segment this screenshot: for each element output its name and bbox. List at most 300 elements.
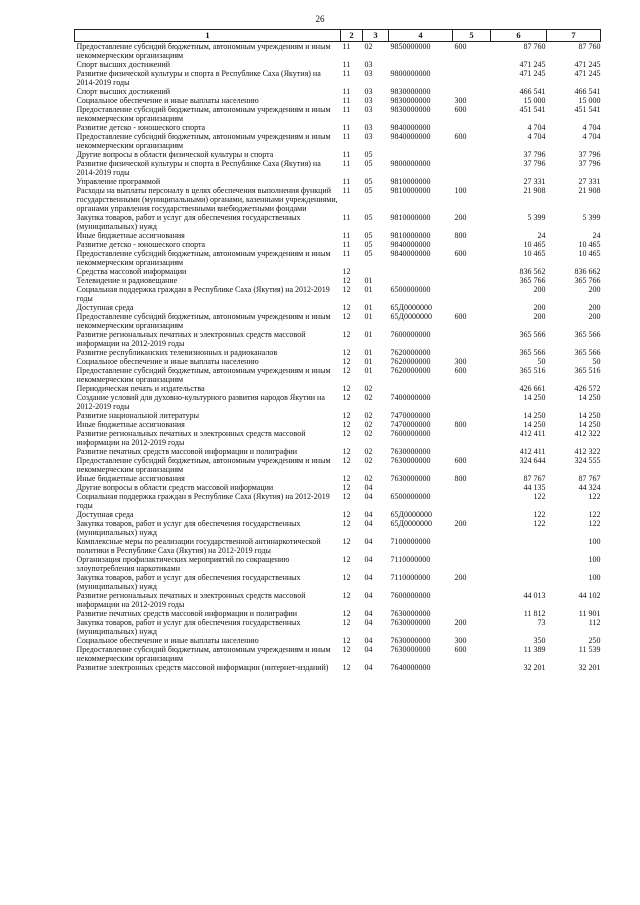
row-expense-type [453, 447, 491, 456]
table-row [75, 276, 601, 285]
row-section: 12 [342, 609, 351, 618]
row-target-code: 7470000000 [390, 420, 431, 429]
row-expense-type: 600 [454, 132, 467, 141]
table-row [75, 177, 601, 186]
row-name: Предоставление субсидий бюджетным, автономным учреждениям и иным некоммерческим организациям [76, 105, 331, 123]
row-section: 12 [342, 303, 351, 312]
row-amount-2018: 365 766 [574, 276, 601, 285]
table-row [75, 267, 601, 276]
row-subsection: 05 [364, 231, 373, 240]
row-amount-2018: 324 555 [574, 456, 601, 465]
row-amount-2018: 37 796 [578, 159, 601, 168]
row-target-code: 9840000000 [390, 249, 431, 258]
row-section: 12 [342, 636, 351, 645]
row-name: Социальная поддержка граждан в Республике Саха (Якутия) на 2012-2019 годы [76, 285, 330, 303]
row-name: Спорт высших достижений [76, 87, 171, 96]
page-number: 26 [315, 14, 325, 24]
row-section: 11 [342, 240, 351, 249]
row-target-code: 7600000000 [390, 330, 431, 339]
row-amount-2017: 37 796 [523, 150, 546, 159]
row-amount-2018: 10 465 [578, 249, 601, 258]
row-target-code [389, 60, 453, 69]
row-target-code: 7620000000 [390, 348, 431, 357]
row-subsection: 02 [364, 456, 373, 465]
row-target-code: 9810000000 [390, 186, 431, 195]
row-expense-type [453, 663, 491, 672]
row-target-code: 7110000000 [390, 555, 431, 564]
row-amount-2017: 200 [533, 303, 546, 312]
row-name: Иные бюджетные ассигнования [76, 231, 185, 240]
row-section: 12 [342, 393, 351, 402]
budget-table [74, 29, 601, 672]
row-subsection: 03 [364, 132, 373, 141]
table-row [75, 96, 601, 105]
row-expense-type: 600 [454, 312, 467, 321]
row-section: 11 [342, 96, 351, 105]
row-name: Предоставление субсидий бюджетным, автономным учреждениям и иным некоммерческим организациям [76, 456, 331, 474]
row-section: 11 [342, 87, 351, 96]
row-target-code: 65Д0000000 [390, 519, 432, 528]
row-expense-type [453, 285, 491, 303]
row-amount-2017: 14 250 [523, 393, 546, 402]
row-subsection: 05 [364, 159, 373, 168]
row-expense-type [453, 591, 491, 609]
row-target-code: 7640000000 [390, 663, 431, 672]
row-section: 12 [342, 330, 351, 339]
table-row [75, 366, 601, 384]
row-amount-2018: 451 541 [574, 105, 601, 114]
row-target-code: 65Д0000000 [390, 510, 432, 519]
row-target-code: 7470000000 [390, 411, 431, 420]
table-row [75, 132, 601, 150]
table-row [75, 618, 601, 636]
row-name: Развитие электронных средств массовой информации (интернет-изданий) [76, 663, 329, 672]
row-target-code: 9840000000 [390, 132, 431, 141]
row-subsection: 05 [364, 150, 373, 159]
row-amount-2018: 466 541 [574, 87, 601, 96]
row-expense-type: 200 [454, 213, 467, 222]
row-subsection: 04 [364, 618, 373, 627]
row-amount-2018: 471 245 [574, 60, 601, 69]
row-section: 12 [342, 591, 351, 600]
row-section: 11 [342, 123, 351, 132]
row-name: Средства массовой информации [76, 267, 187, 276]
row-amount-2018: 412 322 [574, 429, 601, 438]
row-expense-type [453, 411, 491, 420]
row-amount-2017: 50 [537, 357, 546, 366]
row-expense-type [453, 483, 491, 492]
row-section: 12 [342, 348, 351, 357]
row-expense-type [453, 267, 491, 276]
row-amount-2017: 21 908 [523, 186, 546, 195]
row-section: 11 [342, 105, 351, 114]
row-section: 12 [342, 519, 351, 528]
row-expense-type: 600 [454, 105, 467, 114]
row-subsection: 04 [364, 483, 373, 492]
row-section: 12 [342, 357, 351, 366]
row-target-code: 6500000000 [390, 492, 431, 501]
table-row [75, 447, 601, 456]
table-row [75, 69, 601, 87]
row-amount-2017: 350 [533, 636, 546, 645]
row-subsection: 04 [364, 636, 373, 645]
row-name: Развитие республиканских телевизионных и радиоканалов [76, 348, 278, 357]
row-name: Периодическая печать и издательства [76, 384, 205, 393]
row-name: Развитие региональных печатных и электронных средств массовой информации на 2012-2019 годы [76, 330, 306, 348]
row-target-code: 7630000000 [390, 618, 431, 627]
row-target-code: 7100000000 [390, 537, 431, 546]
row-name: Развитие печатных средств массовой информации и полиграфии [76, 447, 298, 456]
row-subsection: 04 [364, 573, 373, 582]
row-name: Предоставление субсидий бюджетным, автономным учреждениям и иным некоммерческим организациям [76, 312, 331, 330]
row-target-code: 7630000000 [390, 447, 431, 456]
table-row [75, 285, 601, 303]
row-subsection: 04 [364, 510, 373, 519]
row-section: 12 [342, 276, 351, 285]
row-expense-type [453, 177, 491, 186]
row-expense-type [453, 60, 491, 69]
table-row [75, 519, 601, 537]
row-amount-2018: 87 767 [578, 474, 601, 483]
row-amount-2018: 250 [588, 636, 601, 645]
table-row [75, 411, 601, 420]
row-name: Развитие печатных средств массовой информации и полиграфии [76, 609, 298, 618]
row-subsection: 01 [364, 330, 373, 339]
row-amount-2018: 100 [588, 555, 601, 564]
row-amount-2017: 200 [533, 285, 546, 294]
col-header-3: 3 [363, 30, 389, 42]
row-amount-2017: 451 541 [519, 105, 546, 114]
row-amount-2017: 412 411 [519, 447, 546, 456]
row-subsection: 05 [364, 177, 373, 186]
row-expense-type: 300 [454, 357, 467, 366]
row-amount-2017: 87 760 [523, 42, 546, 51]
table-row [75, 42, 601, 61]
row-target-code: 9800000000 [390, 69, 431, 78]
row-amount-2017: 10 465 [523, 249, 546, 258]
row-target-code: 9810000000 [390, 213, 431, 222]
row-amount-2017: 836 562 [519, 267, 546, 276]
row-amount-2018: 4 704 [582, 123, 601, 132]
row-target-code: 7400000000 [390, 393, 431, 402]
row-subsection: 01 [364, 366, 373, 375]
row-expense-type [453, 510, 491, 519]
row-expense-type: 300 [454, 636, 467, 645]
row-subsection: 05 [364, 186, 373, 195]
table-row [75, 420, 601, 429]
table-row [75, 303, 601, 312]
row-expense-type [453, 87, 491, 96]
row-subsection: 03 [364, 60, 373, 69]
row-subsection: 03 [364, 87, 373, 96]
table-row [75, 159, 601, 177]
table-row [75, 213, 601, 231]
row-name: Социальное обеспечение и иные выплаты населению [76, 636, 259, 645]
row-section: 12 [342, 573, 351, 582]
row-amount-2018: 10 465 [578, 240, 601, 249]
row-section: 12 [342, 312, 351, 321]
row-expense-type: 100 [454, 186, 467, 195]
row-name: Расходы на выплаты персоналу в целях обеспечения выполнения функций государственными (муниципальными) органами, казенными учреждениями, органами управления государственными внебюджетными фондами [76, 186, 338, 213]
row-section: 11 [342, 159, 351, 168]
row-amount-2018: 200 [588, 312, 601, 321]
row-section: 12 [342, 555, 351, 564]
row-expense-type: 800 [454, 231, 467, 240]
row-expense-type [453, 276, 491, 285]
row-amount-2017: 10 465 [523, 240, 546, 249]
row-amount-2017: 471 245 [519, 60, 546, 69]
row-subsection: 04 [364, 663, 373, 672]
row-subsection: 04 [364, 555, 373, 564]
table-row [75, 330, 601, 348]
table-row [75, 249, 601, 267]
row-name: Другие вопросы в области средств массовой информации [76, 483, 274, 492]
row-amount-2017: 27 331 [523, 177, 546, 186]
table-row [75, 474, 601, 483]
row-amount-2018: 122 [588, 510, 601, 519]
row-amount-2017: 412 411 [519, 429, 546, 438]
row-amount-2018: 426 572 [574, 384, 601, 393]
row-name: Закупка товаров, работ и услуг для обеспечения государственных (муниципальных) нужд [76, 213, 301, 231]
table-row [75, 348, 601, 357]
row-target-code: 7600000000 [390, 429, 431, 438]
row-amount-2017 [491, 573, 547, 591]
row-amount-2017: 14 250 [523, 411, 546, 420]
row-name: Закупка товаров, работ и услуг для обеспечения государственных (муниципальных) нужд [76, 519, 301, 537]
row-amount-2018: 37 796 [578, 150, 601, 159]
row-amount-2018: 11 539 [578, 645, 601, 654]
row-expense-type [453, 330, 491, 348]
table-row [75, 60, 601, 69]
row-section: 11 [342, 231, 351, 240]
row-name: Социальное обеспечение и иные выплаты населению [76, 357, 259, 366]
table-row [75, 186, 601, 213]
row-amount-2018: 4 704 [582, 132, 601, 141]
row-target-code [389, 150, 453, 159]
row-amount-2017: 4 704 [527, 132, 546, 141]
row-subsection: 01 [364, 312, 373, 321]
row-target-code: 7630000000 [390, 636, 431, 645]
row-amount-2017: 24 [537, 231, 546, 240]
table-row [75, 456, 601, 474]
row-name: Предоставление субсидий бюджетным, автономным учреждениям и иным некоммерческим организациям [76, 249, 331, 267]
table-row [75, 105, 601, 123]
row-target-code [389, 276, 453, 285]
col-header-7: 7 [547, 30, 601, 42]
row-target-code [389, 267, 453, 276]
row-amount-2017: 73 [537, 618, 546, 627]
row-target-code [389, 384, 453, 393]
row-expense-type [453, 492, 491, 510]
row-expense-type: 600 [454, 456, 467, 465]
row-subsection: 04 [364, 591, 373, 600]
row-amount-2017: 426 661 [519, 384, 546, 393]
row-amount-2017: 471 245 [519, 69, 546, 78]
row-name: Иные бюджетные ассигнования [76, 474, 185, 483]
table-row [75, 492, 601, 510]
row-amount-2017: 44 135 [523, 483, 546, 492]
row-subsection: 05 [364, 249, 373, 258]
row-amount-2018: 14 250 [578, 411, 601, 420]
row-expense-type: 600 [454, 249, 467, 258]
table-row [75, 393, 601, 411]
row-amount-2017: 365 516 [519, 366, 546, 375]
col-header-5: 5 [453, 30, 491, 42]
row-amount-2017: 15 000 [523, 96, 546, 105]
row-amount-2017: 122 [533, 510, 546, 519]
row-amount-2018: 365 516 [574, 366, 601, 375]
row-expense-type [453, 537, 491, 555]
row-section: 11 [342, 69, 351, 78]
row-subsection: 03 [364, 96, 373, 105]
row-target-code: 7630000000 [390, 474, 431, 483]
row-section: 12 [342, 411, 351, 420]
row-amount-2018: 27 331 [578, 177, 601, 186]
row-subsection: 04 [364, 645, 373, 654]
col-header-4: 4 [389, 30, 453, 42]
row-amount-2018: 24 [592, 231, 601, 240]
row-expense-type [453, 240, 491, 249]
row-target-code: 7630000000 [390, 645, 431, 654]
row-expense-type [453, 303, 491, 312]
row-subsection: 01 [364, 357, 373, 366]
row-amount-2018: 11 901 [578, 609, 601, 618]
row-section: 12 [342, 366, 351, 375]
row-amount-2017: 44 013 [523, 591, 546, 600]
table-row [75, 663, 601, 672]
table-row [75, 231, 601, 240]
row-expense-type [453, 159, 491, 177]
row-amount-2017: 11 389 [523, 645, 546, 654]
row-section: 12 [342, 267, 351, 276]
col-header-1: 1 [75, 30, 341, 42]
row-subsection: 04 [364, 492, 373, 501]
row-subsection: 01 [364, 285, 373, 294]
row-expense-type: 200 [454, 519, 467, 528]
row-name: Закупка товаров, работ и услуг для обеспечения государственных (муниципальных) нужд [76, 573, 301, 591]
row-target-code: 65Д0000000 [390, 303, 432, 312]
row-expense-type: 800 [454, 474, 467, 483]
row-amount-2017: 365 566 [519, 330, 546, 339]
row-expense-type [453, 393, 491, 411]
table-row [75, 573, 601, 591]
row-subsection: 05 [364, 213, 373, 222]
row-amount-2018: 5 399 [582, 213, 601, 222]
table-row [75, 555, 601, 573]
row-amount-2017 [491, 555, 547, 573]
row-name: Иные бюджетные ассигнования [76, 420, 185, 429]
row-section: 12 [342, 474, 351, 483]
row-target-code: 7110000000 [390, 573, 431, 582]
row-name: Развитие региональных печатных и электронных средств массовой информации на 2012-2019 годы [76, 591, 306, 609]
row-subsection: 02 [364, 411, 373, 420]
row-amount-2018: 200 [588, 303, 601, 312]
row-target-code [389, 483, 453, 492]
row-subsection: 04 [364, 609, 373, 618]
row-amount-2018: 836 662 [574, 267, 601, 276]
row-subsection: 03 [364, 123, 373, 132]
table-row [75, 609, 601, 618]
table-row [75, 150, 601, 159]
table-row [75, 357, 601, 366]
row-amount-2018: 365 566 [574, 348, 601, 357]
row-subsection: 01 [364, 276, 373, 285]
row-target-code: 9830000000 [390, 96, 431, 105]
row-amount-2018: 471 245 [574, 69, 601, 78]
row-amount-2017: 324 644 [519, 456, 546, 465]
row-amount-2018: 14 250 [578, 393, 601, 402]
row-amount-2017: 37 796 [523, 159, 546, 168]
row-amount-2018: 122 [588, 519, 601, 528]
row-subsection: 05 [364, 240, 373, 249]
row-subsection: 03 [364, 69, 373, 78]
table-row [75, 645, 601, 663]
table-row [75, 636, 601, 645]
row-section: 12 [342, 645, 351, 654]
row-target-code: 9810000000 [390, 231, 431, 240]
row-subsection: 02 [364, 429, 373, 438]
row-name: Развитие национальной литературы [76, 411, 199, 420]
row-name: Развитие детско - юношеского спорта [76, 123, 206, 132]
row-subsection: 03 [364, 105, 373, 114]
row-section: 11 [342, 177, 351, 186]
row-subsection: 02 [364, 447, 373, 456]
row-section: 11 [342, 249, 351, 258]
row-amount-2018: 14 250 [578, 420, 601, 429]
row-expense-type [453, 555, 491, 573]
row-section: 11 [342, 132, 351, 141]
row-name: Социальное обеспечение и иные выплаты населению [76, 96, 259, 105]
row-expense-type: 200 [454, 573, 467, 582]
row-target-code: 7620000000 [390, 357, 431, 366]
row-name: Социальная поддержка граждан в Республике Саха (Якутия) на 2012-2019 годы [76, 492, 330, 510]
row-amount-2018: 15 000 [578, 96, 601, 105]
row-amount-2017: 11 812 [523, 609, 546, 618]
row-section: 11 [342, 213, 351, 222]
table-row [75, 483, 601, 492]
table-row [75, 87, 601, 96]
row-section: 12 [342, 537, 351, 546]
row-section: 12 [342, 384, 351, 393]
row-name: Организация профилактических мероприятий по сокращению злоупотребления наркотиками [76, 555, 290, 573]
row-section: 11 [342, 60, 351, 69]
row-amount-2018: 200 [588, 285, 601, 294]
row-amount-2017: 4 704 [527, 123, 546, 132]
row-section: 11 [342, 186, 351, 195]
row-amount-2017: 122 [533, 519, 546, 528]
row-amount-2018: 100 [588, 537, 601, 546]
row-name: Доступная среда [76, 303, 134, 312]
row-amount-2017: 122 [533, 492, 546, 501]
row-section: 12 [342, 420, 351, 429]
row-target-code: 9800000000 [390, 159, 431, 168]
header-row [75, 30, 601, 42]
row-amount-2017: 5 399 [527, 213, 546, 222]
row-subsection: 04 [364, 537, 373, 546]
row-expense-type [453, 123, 491, 132]
row-section: 12 [342, 483, 351, 492]
table-row [75, 429, 601, 447]
row-subsection: 02 [364, 393, 373, 402]
row-name: Другие вопросы в области физической культуры и спорта [76, 150, 274, 159]
row-amount-2018: 50 [592, 357, 601, 366]
row-subsection: 01 [364, 303, 373, 312]
row-subsection: 04 [364, 519, 373, 528]
row-target-code: 9810000000 [390, 177, 431, 186]
row-subsection [363, 267, 389, 276]
row-target-code: 65Д0000000 [390, 312, 432, 321]
row-target-code: 9850000000 [390, 42, 431, 51]
